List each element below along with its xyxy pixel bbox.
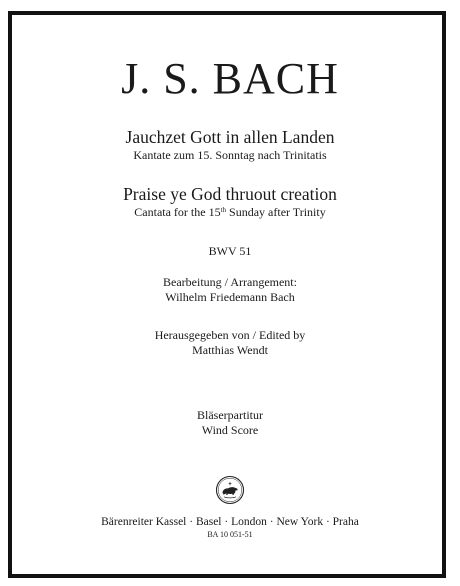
editor-label: Herausgegeben von / Edited by	[154, 328, 306, 342]
arranger-name: Wilhelm Friedemann Bach	[165, 290, 295, 304]
subtitle-english	[0, 205, 460, 219]
arrangement-label: Bearbeitung / Arrangement:	[163, 275, 297, 289]
subtitle-english-before: Cantata for the 15	[134, 205, 221, 219]
edition-number: BA 10 051-51	[207, 530, 253, 539]
subtitle-english-superscript: th	[220, 206, 227, 214]
title-german: Jauchzet Gott in allen Landen	[125, 127, 335, 147]
publisher-line: Bärenreiter Kassel · Basel · London · New York · Praha	[101, 516, 359, 528]
editor-name: Matthias Wendt	[192, 343, 268, 357]
score-type-english: Wind Score	[201, 423, 259, 437]
subtitle-german: Kantate zum 15. Sonntag nach Trinitatis	[133, 148, 327, 162]
composer-name: J. S. BACH	[121, 54, 339, 103]
score-type-german: Bläserpartitur	[197, 408, 263, 422]
subtitle-english-after: Sunday after Trinity	[226, 205, 326, 219]
title-english: Praise ye God thruout creation	[123, 184, 337, 204]
baerenreiter-bear-logo-icon	[215, 475, 245, 505]
catalog-number: BWV 51	[208, 244, 252, 258]
